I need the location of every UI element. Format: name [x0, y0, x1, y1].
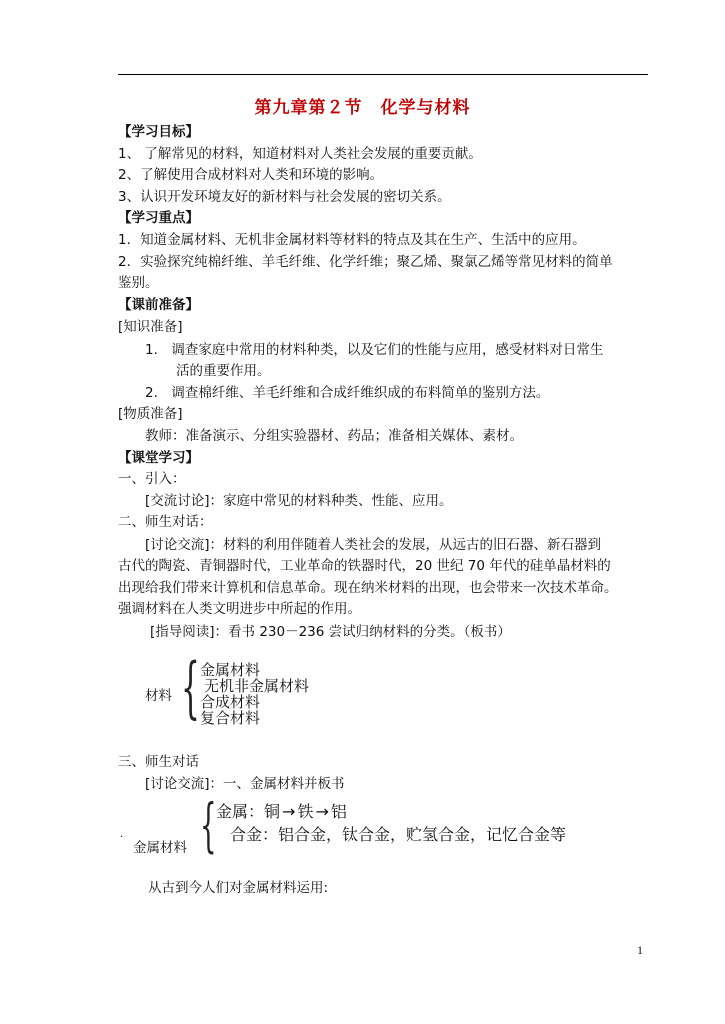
metal-label: 金属材料	[133, 840, 187, 856]
materials-label: 材料	[145, 688, 172, 704]
alloy-line: 合金：铝合金，钛合金，贮氢合金，记忆合金等	[230, 825, 567, 844]
materials-item: 合成材料	[200, 693, 261, 711]
metal-brace: {	[200, 791, 217, 859]
right-arrow-icon: →	[315, 802, 329, 821]
materials-item: 无机非金属材料	[204, 677, 310, 695]
stray-mark: .	[120, 829, 124, 840]
prep-item: 2. 调查棉纤维、羊毛纤维和合成纤维织成的布料简单的鉴别方法。	[145, 385, 550, 401]
prep-knowledge-label: [知识准备]	[118, 319, 183, 335]
part1-title: 一、引入：	[118, 471, 186, 487]
prep-item: 活的重要作用。	[176, 363, 271, 379]
page-number: 1	[637, 943, 643, 957]
goals-heading: 【学习目标】	[118, 124, 199, 140]
right-arrow-icon: →	[282, 802, 296, 821]
key-item: 鉴别。	[118, 275, 159, 291]
metal-chain-item: 铜	[264, 802, 281, 821]
materials-item: 复合材料	[200, 709, 261, 727]
metal-prefix: 金属：	[216, 802, 265, 821]
class-heading: 【课堂学习】	[118, 450, 199, 466]
part2-para-line: [讨论交流]：材料的利用伴随着人类社会的发展，从远古的旧石器、新石器到	[145, 537, 602, 553]
part2-para-line: 古代的陶瓷、青铜器时代，工业革命的铁器时代，20 世纪 70 年代的硅单晶材料的	[118, 558, 611, 574]
metal-row	[216, 802, 347, 822]
metal-chain-item: 铝	[330, 802, 347, 821]
history-line: 从古到今人们对金属材料运用:	[148, 880, 329, 896]
prep-teacher: 教师：准备演示、分组实验器材、药品；准备相关媒体、素材。	[145, 428, 523, 444]
header-rule	[118, 74, 648, 75]
part3-title: 三、师生对话	[118, 754, 199, 770]
part2-para-line: 出现给我们带来计算机和信息革命。现在纳米材料的出现，也会带来一次技术革命。	[118, 580, 618, 596]
goal-item: 3、认识开发环境友好的新材料与社会发展的密切关系。	[118, 189, 451, 205]
key-item: 2．实验探究纯棉纤维、羊毛纤维、化学纤维；聚乙烯、聚氯乙烯等常见材料的简单	[118, 254, 613, 270]
goal-item: 2、了解使用合成材料对人类和环境的影响。	[118, 167, 384, 183]
page-title: 第九章第２节 化学与材料	[254, 98, 471, 118]
key-item: 1．知道金属材料、无机非金属材料等材料的特点及其在生产、生活中的应用。	[118, 232, 586, 248]
prep-heading: 【课前准备】	[118, 297, 199, 313]
key-heading: 【学习重点】	[118, 210, 199, 226]
goal-item: 1、 了解常见的材料，知道材料对人类社会发展的重要贡献。	[118, 146, 482, 162]
part2-title: 二、师生对话：	[118, 514, 213, 530]
prep-item: 1. 调查家庭中常用的材料种类，以及它们的性能与应用，感受材料对日常生	[145, 342, 604, 358]
prep-material-label: [物质准备]	[118, 406, 183, 422]
part2-para-line: 强调材料在人类文明进步中所起的作用。	[118, 601, 361, 617]
part1-discuss: [交流讨论]：家庭中常见的材料种类、性能、应用。	[145, 493, 453, 509]
metal-chain-item: 铁	[297, 802, 314, 821]
materials-item: 金属材料	[200, 661, 261, 679]
part3-discuss: [讨论交流]：一、金属材料并板书	[145, 776, 345, 792]
materials-brace: {	[181, 649, 200, 726]
part2-guide: [指导阅读]：看书 230－236 尝试归纳材料的分类。（板书）	[150, 624, 511, 640]
